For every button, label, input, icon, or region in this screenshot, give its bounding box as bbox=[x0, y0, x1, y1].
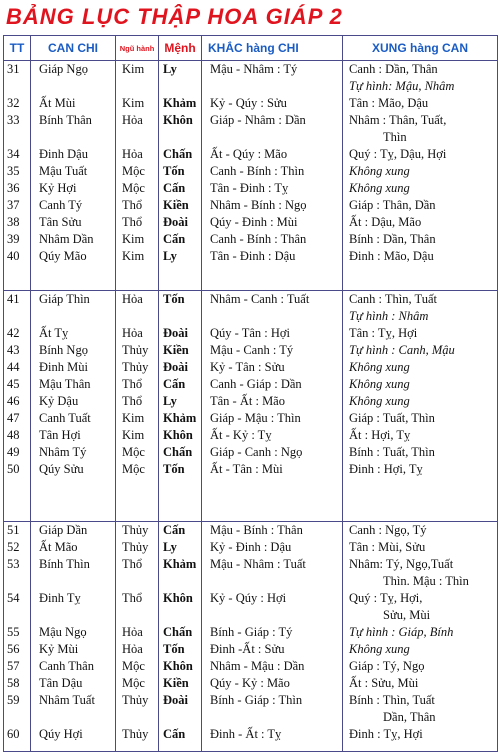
cell-menh: Tốn bbox=[163, 292, 185, 307]
cell-hanh: Hỏa bbox=[122, 147, 143, 161]
row-block-3 bbox=[4, 521, 498, 751]
cell-hanh: Thổ bbox=[122, 590, 143, 605]
cell-xung: Không xung bbox=[349, 641, 410, 656]
cell-xung: Tân : Mùi, Sửu bbox=[349, 539, 426, 554]
cell-khac: Canh - Giáp : Dần bbox=[210, 377, 302, 392]
cell-spacer bbox=[6, 573, 28, 590]
cell-tt: 40 bbox=[7, 249, 20, 263]
cell-tt: 44 bbox=[7, 360, 20, 375]
cell-xung: Không xung bbox=[349, 394, 410, 409]
cell-menh: Khảm bbox=[163, 96, 197, 110]
cell-xung: Bính : Dần, Thân bbox=[349, 232, 436, 246]
cell-khac: Mậu - Canh : Tý bbox=[210, 343, 294, 358]
cell-menh: Khôn bbox=[163, 113, 193, 127]
cell-canchi: Bính Thân bbox=[39, 113, 92, 127]
cell-menh: Cấn bbox=[163, 522, 186, 537]
cell-spacer bbox=[6, 709, 28, 726]
cell-canchi: Bính Thìn bbox=[39, 556, 90, 571]
cell-hanh: Thổ bbox=[122, 394, 143, 409]
cell-canchi: Kỷ Mùi bbox=[39, 641, 79, 656]
cell-spacer bbox=[161, 129, 199, 146]
cell-spacer bbox=[6, 129, 28, 146]
cell-khac: Nhâm - Bính : Ngọ bbox=[210, 198, 307, 212]
cell-khac: Kỷ - Đinh : Dậu bbox=[210, 539, 292, 554]
cell-xung: Tự hình : Giáp, Bính bbox=[349, 624, 454, 639]
cell-menh: Cấn bbox=[163, 377, 186, 392]
cell-menh: Chấn bbox=[163, 445, 193, 460]
cell-hanh: Mộc bbox=[122, 658, 145, 673]
hoa-giap-table bbox=[3, 35, 498, 752]
cell-menh: Ly bbox=[163, 539, 177, 554]
cell-tt: 47 bbox=[7, 411, 20, 426]
cell-tt: 49 bbox=[7, 445, 20, 460]
cell-menh: Khảm bbox=[163, 556, 197, 571]
cell-spacer bbox=[161, 607, 199, 624]
cell-menh: Đoài bbox=[163, 215, 188, 229]
cell-tt: 54 bbox=[7, 590, 20, 605]
cell-tt: 41 bbox=[7, 292, 20, 307]
cell-xung: Ất : Dậu, Mão bbox=[349, 215, 422, 229]
cell-xung: Không xung bbox=[349, 181, 410, 195]
column-menh-block-1 bbox=[159, 61, 202, 291]
cell-canchi: Nhâm Tý bbox=[39, 445, 87, 460]
column-canchi-block-1 bbox=[31, 61, 116, 291]
cell-xung: Không xung bbox=[349, 377, 410, 392]
cell-khac: Nhâm - Canh : Tuất bbox=[210, 292, 310, 307]
cell-spacer bbox=[204, 607, 340, 624]
cell-khac: Mậu - Nhâm : Tý bbox=[210, 62, 298, 76]
cell-tt: 45 bbox=[7, 377, 20, 392]
cell-tt: 60 bbox=[7, 726, 20, 741]
cell-spacer bbox=[118, 607, 156, 624]
cell-menh: Khôn bbox=[163, 658, 193, 673]
cell-xung: Bính : Thìn, Tuất bbox=[349, 692, 435, 707]
cell-canchi: Giáp Ngọ bbox=[39, 62, 88, 76]
cell-tt: 39 bbox=[7, 232, 20, 246]
cell-khac: Qúy - Kỷ : Mão bbox=[210, 675, 290, 690]
cell-hanh: Thổ bbox=[122, 556, 143, 571]
cell-canchi: Canh Tuất bbox=[39, 411, 91, 426]
cell-xung: Tự hình : Canh, Mậu bbox=[349, 343, 455, 358]
cell-canchi: Ất Mùi bbox=[39, 96, 76, 110]
cell-hanh: Thổ bbox=[122, 377, 143, 392]
cell-spacer bbox=[161, 78, 199, 95]
cell-hanh: Thổ bbox=[122, 198, 143, 212]
cell-menh: Cấn bbox=[163, 232, 186, 246]
cell-khac: Kỷ - Tân : Sửu bbox=[210, 360, 285, 375]
column-tt-block-1 bbox=[4, 61, 31, 291]
cell-tt: 33 bbox=[7, 113, 20, 127]
cell-khac: Canh - Bính : Thìn bbox=[210, 164, 305, 178]
cell-khac: Mậu - Nhâm : Tuất bbox=[210, 556, 306, 571]
cell-spacer bbox=[33, 78, 113, 95]
cell-canchi: Ất Mão bbox=[39, 539, 78, 554]
col-header-xung-hang-can: XUNG hàng CAN bbox=[343, 36, 498, 61]
cell-spacer bbox=[33, 129, 113, 146]
cell-khac: Giáp - Canh : Ngọ bbox=[210, 445, 303, 460]
col-header-khac-hang-chi: KHẮC hàng CHI bbox=[202, 36, 343, 61]
cell-spacer bbox=[161, 573, 199, 590]
cell-xung: Tự hình : Nhâm bbox=[349, 309, 429, 324]
cell-menh: Kiền bbox=[163, 343, 189, 358]
cell-spacer bbox=[204, 709, 340, 726]
cell-hanh: Thủy bbox=[122, 343, 149, 358]
cell-hanh: Kim bbox=[122, 428, 145, 443]
cell-khac: Bính - Giáp : Thìn bbox=[210, 692, 303, 707]
cell-khac: Nhâm - Mậu : Dần bbox=[210, 658, 305, 673]
cell-canchi: Canh Thân bbox=[39, 658, 94, 673]
cell-canchi: Tân Sửu bbox=[39, 215, 82, 229]
cell-tt: 42 bbox=[7, 326, 20, 341]
cell-menh: Chấn bbox=[163, 624, 193, 639]
cell-hanh: Thổ bbox=[122, 215, 143, 229]
cell-hanh: Mộc bbox=[122, 181, 145, 195]
cell-hanh: Hỏa bbox=[122, 292, 143, 307]
cell-xung: Ất : Sửu, Mùi bbox=[349, 675, 419, 690]
cell-spacer bbox=[33, 607, 113, 624]
cell-spacer bbox=[161, 709, 199, 726]
cell-hanh: Kim bbox=[122, 232, 145, 246]
cell-canchi: Nhâm Dần bbox=[39, 232, 94, 246]
cell-tt: 37 bbox=[7, 198, 20, 212]
cell-hanh: Mộc bbox=[122, 164, 145, 178]
cell-tt: 35 bbox=[7, 164, 20, 178]
column-xung-block-2 bbox=[343, 291, 498, 521]
cell-khac: Ất - Kỷ : Tỵ bbox=[210, 428, 272, 443]
cell-khac: Tân - Ất : Mão bbox=[210, 394, 285, 409]
column-xung-block-1 bbox=[343, 61, 498, 291]
cell-spacer bbox=[6, 607, 28, 624]
cell-khac: Ất - Tân : Mùi bbox=[210, 462, 283, 477]
cell-menh: Kiền bbox=[163, 675, 189, 690]
cell-tt: 52 bbox=[7, 539, 20, 554]
cell-canchi: Canh Tý bbox=[39, 198, 83, 212]
cell-hanh: Thủy bbox=[122, 539, 149, 554]
cell-tt: 38 bbox=[7, 215, 20, 229]
cell-hanh: Kim bbox=[122, 411, 145, 426]
cell-tt: 32 bbox=[7, 96, 20, 110]
cell-xung: Quý : Tỵ, Hợi, bbox=[349, 590, 423, 605]
cell-tt: 34 bbox=[7, 147, 20, 161]
cell-canchi: Giáp Thìn bbox=[39, 292, 90, 307]
cell-hanh: Mộc bbox=[122, 675, 145, 690]
cell-canchi: Giáp Dần bbox=[39, 522, 88, 537]
cell-khac: Giáp - Nhâm : Dần bbox=[210, 113, 306, 127]
cell-menh: Khảm bbox=[163, 411, 197, 426]
cell-tt: 57 bbox=[7, 658, 20, 673]
cell-canchi: Mậu Ngọ bbox=[39, 624, 87, 639]
cell-xung: Tân : Mão, Dậu bbox=[349, 96, 429, 110]
cell-xung: Nhâm: Tý, Ngọ,Tuất bbox=[349, 556, 454, 571]
col-header-tt: TT bbox=[4, 36, 31, 61]
cell-khac: Ất - Qúy : Mão bbox=[210, 147, 288, 161]
cell-canchi: Đinh Mùi bbox=[39, 360, 88, 375]
cell-tt: 53 bbox=[7, 556, 20, 571]
cell-menh: Kiền bbox=[163, 198, 189, 212]
column-khac-block-2 bbox=[202, 291, 343, 521]
cell-tt: 50 bbox=[7, 462, 20, 477]
col-header-can-chi: CAN CHI bbox=[31, 36, 116, 61]
cell-khac: Qúy - Tân : Hợi bbox=[210, 326, 290, 341]
col-header-ngu-hanh: Ngũ hành bbox=[116, 36, 159, 61]
cell-khac: Bính - Giáp : Tý bbox=[210, 624, 293, 639]
cell-xung: Giáp : Tý, Ngọ bbox=[349, 658, 425, 673]
cell-canchi: Đinh Tỵ bbox=[39, 590, 81, 605]
cell-menh: Ly bbox=[163, 62, 177, 76]
cell-canchi: Qúy Hợi bbox=[39, 726, 83, 741]
column-tt-block-2 bbox=[4, 291, 31, 521]
cell-xung: Ất : Hợi, Tỵ bbox=[349, 428, 411, 443]
cell-canchi: Nhâm Tuất bbox=[39, 692, 95, 707]
cell-xung: Thìn. Mậu : Thìn bbox=[383, 573, 469, 588]
cell-spacer bbox=[6, 308, 28, 325]
cell-xung: Dần, Thân bbox=[383, 709, 436, 724]
cell-xung: Tân : Tỵ, Hợi bbox=[349, 326, 418, 341]
cell-spacer bbox=[204, 573, 340, 590]
cell-spacer bbox=[118, 129, 156, 146]
cell-spacer bbox=[118, 709, 156, 726]
cell-spacer bbox=[33, 573, 113, 590]
cell-hanh: Kim bbox=[122, 62, 145, 76]
column-tt-block-3 bbox=[4, 521, 31, 751]
cell-tt: 51 bbox=[7, 522, 20, 537]
cell-menh: Ly bbox=[163, 394, 177, 409]
cell-xung: Sửu, Mùi bbox=[383, 607, 431, 622]
column-khac-block-3 bbox=[202, 521, 343, 751]
cell-hanh: Mộc bbox=[122, 462, 145, 477]
cell-spacer bbox=[118, 573, 156, 590]
cell-menh: Đoài bbox=[163, 360, 188, 375]
cell-spacer bbox=[33, 308, 113, 325]
cell-canchi: Qúy Sửu bbox=[39, 462, 84, 477]
cell-hanh: Hỏa bbox=[122, 641, 143, 656]
cell-menh: Tốn bbox=[163, 641, 185, 656]
cell-spacer bbox=[204, 78, 340, 95]
cell-tt: 36 bbox=[7, 181, 20, 195]
cell-hanh: Thủy bbox=[122, 522, 149, 537]
column-canchi-block-3 bbox=[31, 521, 116, 751]
cell-menh: Tốn bbox=[163, 462, 185, 477]
column-xung-block-3 bbox=[343, 521, 498, 751]
cell-khac: Đinh - Ất : Tỵ bbox=[210, 726, 282, 741]
cell-menh: Tốn bbox=[163, 164, 185, 178]
column-khac-block-1 bbox=[202, 61, 343, 291]
cell-canchi: Qúy Mão bbox=[39, 249, 87, 263]
cell-tt: 31 bbox=[7, 62, 20, 76]
cell-tt: 58 bbox=[7, 675, 20, 690]
cell-canchi: Ất Tỵ bbox=[39, 326, 69, 341]
cell-hanh: Kim bbox=[122, 96, 145, 110]
cell-xung: Giáp : Thân, Dần bbox=[349, 198, 436, 212]
column-menh-block-2 bbox=[159, 291, 202, 521]
cell-spacer bbox=[161, 308, 199, 325]
cell-menh: Đoài bbox=[163, 326, 188, 341]
cell-tt: 46 bbox=[7, 394, 20, 409]
cell-spacer bbox=[118, 78, 156, 95]
cell-xung: Không xung bbox=[349, 360, 410, 375]
cell-hanh: Thủy bbox=[122, 360, 149, 375]
cell-menh: Khôn bbox=[163, 428, 193, 443]
cell-hanh: Thủy bbox=[122, 726, 149, 741]
cell-spacer bbox=[204, 129, 340, 146]
cell-xung: Tự hình: Mậu, Nhâm bbox=[349, 79, 455, 93]
cell-khac: Mậu - Bính : Thân bbox=[210, 522, 303, 537]
cell-canchi: Kỷ Dậu bbox=[39, 394, 79, 409]
cell-menh: Chấn bbox=[163, 147, 193, 161]
cell-xung: Đinh : Tỵ, Hợi bbox=[349, 726, 423, 741]
cell-hanh: Mộc bbox=[122, 445, 145, 460]
cell-hanh: Kim bbox=[122, 249, 145, 263]
cell-hanh: Hỏa bbox=[122, 624, 143, 639]
page-title: BẢNG LỤC THẬP HOA GIÁP 2 bbox=[6, 4, 343, 29]
cell-spacer bbox=[204, 308, 340, 325]
cell-hanh: Hỏa bbox=[122, 113, 143, 127]
column-hanh-block-3 bbox=[116, 521, 159, 751]
cell-canchi: Mậu Thân bbox=[39, 377, 91, 392]
cell-xung: Nhâm : Thân, Tuất, bbox=[349, 113, 447, 127]
cell-spacer bbox=[33, 709, 113, 726]
cell-xung: Không xung bbox=[349, 164, 410, 178]
cell-canchi: Mậu Tuất bbox=[39, 164, 88, 178]
cell-menh: Ly bbox=[163, 249, 177, 263]
cell-xung: Giáp : Tuất, Thìn bbox=[349, 411, 435, 426]
cell-khac: Tân - Đinh : Tỵ bbox=[210, 181, 289, 195]
column-menh-block-3 bbox=[159, 521, 202, 751]
cell-xung: Canh : Ngọ, Tý bbox=[349, 522, 427, 537]
cell-spacer bbox=[118, 308, 156, 325]
cell-menh: Đoài bbox=[163, 692, 188, 707]
cell-tt: 48 bbox=[7, 428, 20, 443]
cell-tt: 55 bbox=[7, 624, 20, 639]
cell-khac: Kỷ - Qúy : Sửu bbox=[210, 96, 287, 110]
cell-menh: Cấn bbox=[163, 181, 186, 195]
cell-tt: 43 bbox=[7, 343, 20, 358]
cell-hanh: Thủy bbox=[122, 692, 149, 707]
cell-menh: Khôn bbox=[163, 590, 193, 605]
cell-xung: Canh : Thìn, Tuất bbox=[349, 292, 437, 307]
cell-khac: Canh - Bính : Thân bbox=[210, 232, 307, 246]
cell-khac: Qúy - Đinh : Mùi bbox=[210, 215, 298, 229]
cell-xung: Thìn bbox=[383, 130, 407, 144]
cell-canchi: Tân Dậu bbox=[39, 675, 83, 690]
cell-xung: Đinh : Hợi, Tỵ bbox=[349, 462, 423, 477]
cell-spacer bbox=[6, 78, 28, 95]
cell-khac: Tân - Đinh : Dậu bbox=[210, 249, 296, 263]
cell-khac: Đinh -Ất : Sửu bbox=[210, 641, 285, 656]
cell-hanh: Hỏa bbox=[122, 326, 143, 341]
cell-canchi: Tân Hợi bbox=[39, 428, 81, 443]
cell-canchi: Kỷ Hợi bbox=[39, 181, 77, 195]
row-block-1 bbox=[4, 61, 498, 291]
cell-canchi: Đinh Dậu bbox=[39, 147, 88, 161]
cell-khac: Giáp - Mậu : Thìn bbox=[210, 411, 301, 426]
cell-khac: Kỷ - Qúy : Hợi bbox=[210, 590, 287, 605]
cell-xung: Canh : Dần, Thân bbox=[349, 62, 438, 76]
col-header-menh: Mệnh bbox=[159, 36, 202, 61]
cell-tt: 59 bbox=[7, 692, 20, 707]
cell-tt: 56 bbox=[7, 641, 20, 656]
row-block-2 bbox=[4, 291, 498, 521]
cell-xung: Đinh : Mão, Dậu bbox=[349, 249, 434, 263]
cell-menh: Cấn bbox=[163, 726, 186, 741]
header-row bbox=[4, 36, 498, 61]
column-hanh-block-2 bbox=[116, 291, 159, 521]
cell-xung: Bính : Tuất, Thìn bbox=[349, 445, 435, 460]
column-canchi-block-2 bbox=[31, 291, 116, 521]
column-hanh-block-1 bbox=[116, 61, 159, 291]
cell-canchi: Bính Ngọ bbox=[39, 343, 88, 358]
cell-xung: Quý : Tỵ, Dậu, Hợi bbox=[349, 147, 447, 161]
